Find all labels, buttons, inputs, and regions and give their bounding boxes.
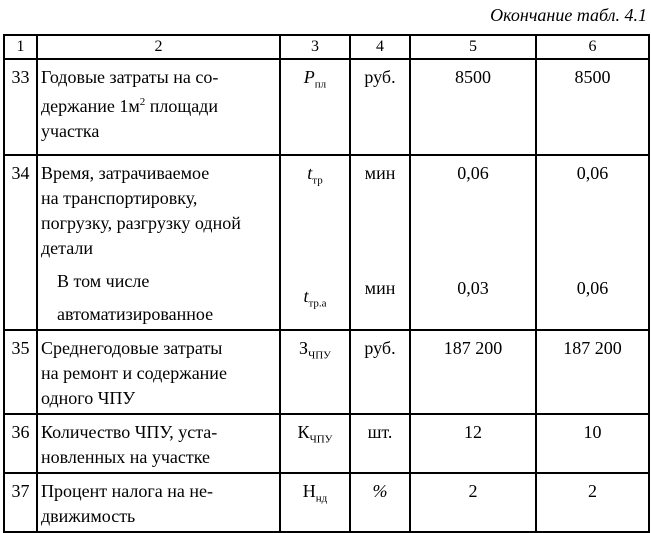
row-unit: % bbox=[350, 473, 410, 532]
table-row bbox=[4, 59, 649, 155]
sub-value-6: 0,06 bbox=[576, 278, 609, 298]
row-number: 34 bbox=[4, 155, 37, 330]
header-col-5: 5 bbox=[410, 35, 536, 59]
row-value-5: 12 bbox=[410, 414, 536, 473]
sub-heading: В том числе bbox=[57, 271, 150, 291]
sub-label: автоматизированное bbox=[57, 304, 214, 324]
row-symbol: $t_{тр}$ $t_{тр.а}$ bbox=[280, 155, 350, 330]
row-description: Количество ЧПУ, уста- новленных на участке bbox=[37, 414, 280, 473]
table-row bbox=[4, 330, 649, 414]
row-description: Среднегодовые затраты на ремонт и содержание одного ЧПУ bbox=[37, 330, 280, 414]
row-value-6: 187 200 bbox=[536, 330, 649, 414]
row-value-5: 0,06 0,03 bbox=[410, 155, 536, 330]
row-description: Время, затрачиваемое на транспортировку, погрузку, разгрузку одной детали В том числе автоматизированное bbox=[37, 155, 280, 330]
table-caption: Окончание табл. 4.1 bbox=[490, 5, 647, 25]
row-symbol: $P_{пл}$ bbox=[280, 59, 350, 155]
row-value-6: 8500 bbox=[536, 59, 649, 155]
header-col-1: 1 bbox=[4, 35, 37, 59]
row-value-5: 2 bbox=[410, 473, 536, 532]
row-unit: руб. bbox=[350, 59, 410, 155]
sub-value-5: 0,03 bbox=[457, 278, 489, 298]
header-col-4: 4 bbox=[350, 35, 410, 59]
sub-unit: мин bbox=[364, 278, 396, 298]
table-row bbox=[4, 473, 649, 532]
row-unit: руб. bbox=[350, 330, 410, 414]
row-unit: мин мин bbox=[350, 155, 410, 330]
row-unit: шт. bbox=[350, 414, 410, 473]
header-col-3: 3 bbox=[280, 35, 350, 59]
row-value-6: 0,06 0,06 bbox=[536, 155, 649, 330]
row-symbol: $Н_{нд}$ bbox=[280, 473, 350, 532]
row-number: 35 bbox=[4, 330, 37, 414]
row-number: 37 bbox=[4, 473, 37, 532]
row-value-6: 10 bbox=[536, 414, 649, 473]
data-table bbox=[3, 34, 650, 533]
row-value-5: 8500 bbox=[410, 59, 536, 155]
header-col-2: 2 bbox=[37, 35, 280, 59]
row-value-5: 187 200 bbox=[410, 330, 536, 414]
row-number: 36 bbox=[4, 414, 37, 473]
table-row bbox=[4, 414, 649, 473]
row-value-6: 2 bbox=[536, 473, 649, 532]
row-description: Годовые затраты на со- держание $1м^2$ площади участка bbox=[37, 59, 280, 155]
table-row bbox=[4, 155, 649, 330]
row-description: Процент налога на не- движимость bbox=[37, 473, 280, 532]
row-number: 33 bbox=[4, 59, 37, 155]
header-col-6: 6 bbox=[536, 35, 649, 59]
row-symbol: $З_{ЧПУ}$ bbox=[280, 330, 350, 414]
table-header-row bbox=[4, 35, 649, 59]
sub-symbol: $t_{тр.а}$ bbox=[303, 285, 327, 310]
row-symbol: $К_{ЧПУ}$ bbox=[280, 414, 350, 473]
